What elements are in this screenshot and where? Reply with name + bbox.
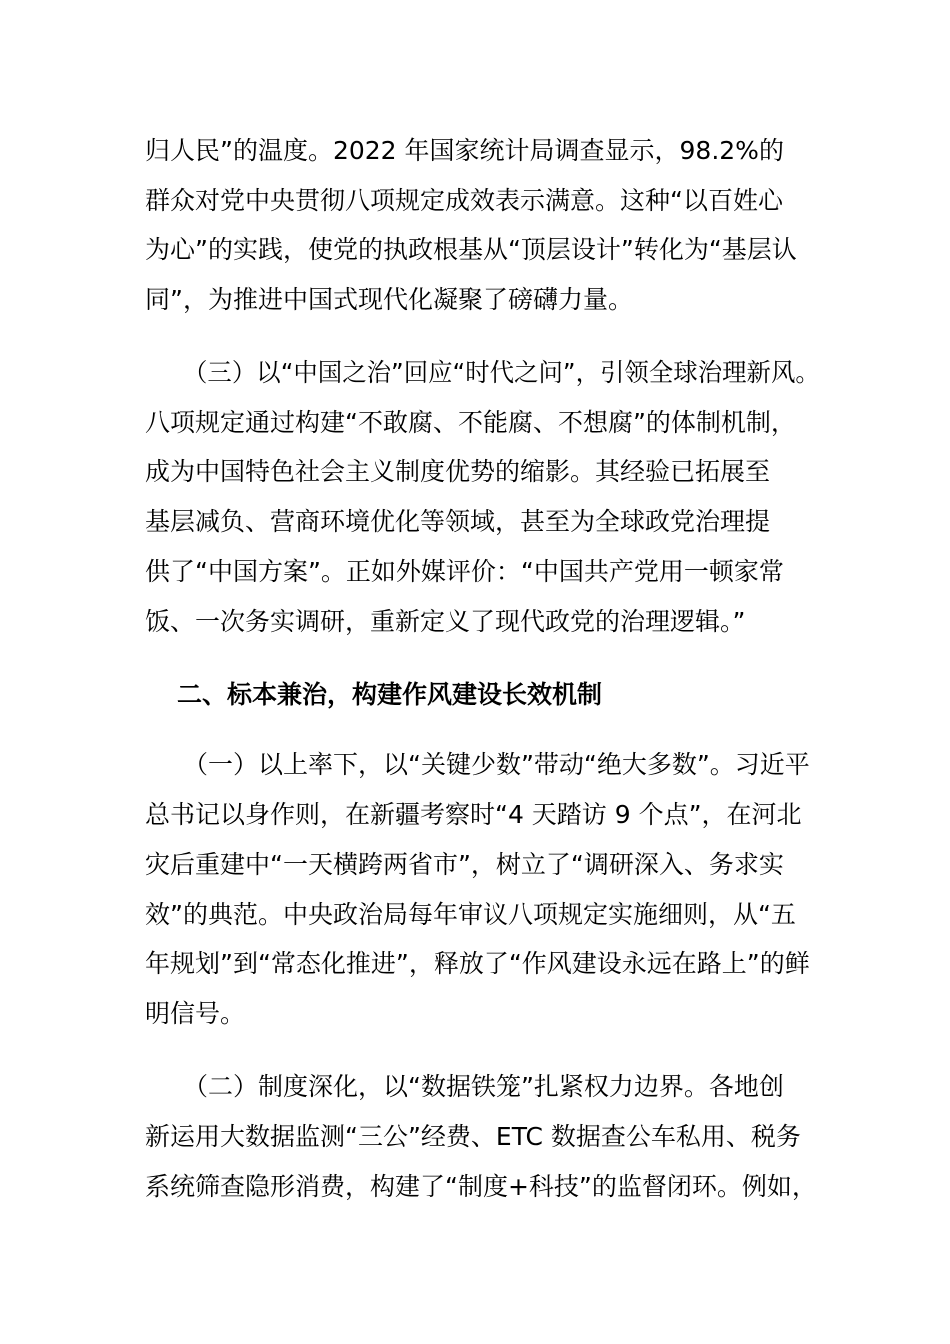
paragraph-3-line-4: 效”的典范。中央政治局每年审议八项规定实施细则，从“五	[145, 900, 796, 929]
paragraph-2-line-5: 供了“中国方案”。正如外媒评价：“中国共产党用一顿家常	[145, 557, 784, 586]
paragraph-4-line-2: 新运用大数据监测“三公”经费、ETC 数据查公车私用、税务	[145, 1122, 801, 1151]
paragraph-1-line-3: 为心”的实践，使党的执政根基从“顶层设计”转化为“基层认	[145, 235, 797, 264]
paragraph-4-line-3: 系统筛查隐形消费，构建了“制度+科技”的监督闭环。例如，	[145, 1172, 817, 1201]
paragraph-2-line-4: 基层减负、营商环境优化等领域，甚至为全球政党治理提	[145, 507, 771, 536]
paragraph-4-line-1: （二）制度深化，以“数据铁笼”扎紧权力边界。各地创	[183, 1072, 784, 1101]
paragraph-2-line-3: 成为中国特色社会主义制度优势的缩影。其经验已拓展至	[145, 457, 771, 486]
paragraph-3-line-5: 年规划”到“常态化推进”，释放了“作风建设永远在路上”的鲜	[145, 949, 810, 978]
paragraph-3-line-2: 总书记以身作则，在新疆考察时“4 天踏访 9 个点”，在河北	[145, 800, 802, 829]
paragraph-2-line-6: 饭、一次务实调研，重新定义了现代政党的治理逻辑。”	[145, 607, 746, 636]
paragraph-3-line-1: （一）以上率下，以“关键少数”带动“绝大多数”。习近平	[183, 750, 810, 779]
paragraph-1-line-1: 归人民”的温度。2022 年国家统计局调查显示，98.2%的	[145, 136, 784, 165]
paragraph-2-line-2: 八项规定通过构建“不敢腐、不能腐、不想腐”的体制机制，	[145, 408, 796, 437]
paragraph-3-line-6: 明信号。	[145, 999, 246, 1028]
paragraph-3-line-3: 灾后重建中“一天横跨两省市”，树立了“调研深入、务求实	[145, 850, 784, 879]
paragraph-2-line-1: （三）以“中国之治”回应“时代之问”，引领全球治理新风。	[183, 358, 820, 387]
paragraph-1-line-2: 群众对党中央贯彻八项规定成效表示满意。这种“以百姓心	[145, 186, 783, 215]
section-heading: 二、标本兼治，构建作风建设长效机制	[177, 680, 603, 709]
paragraph-1-line-4: 同”，为推进中国式现代化凝聚了磅礴力量。	[145, 285, 633, 314]
